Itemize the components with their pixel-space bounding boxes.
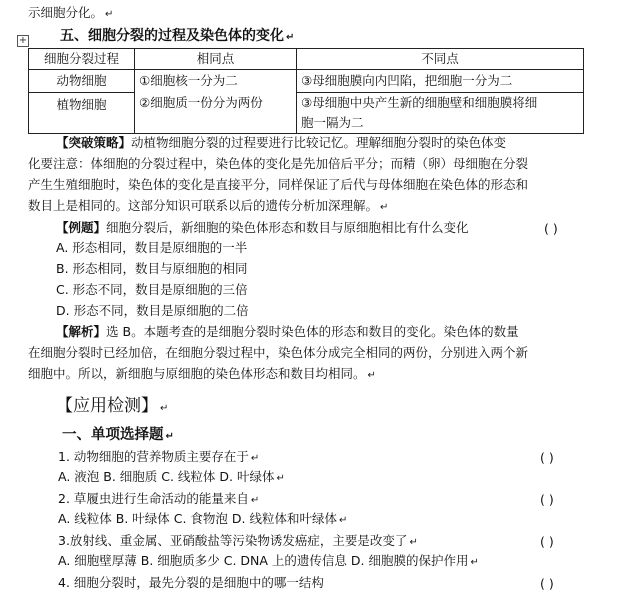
options-line: A. 液泡 B. 细胞质 C. 线粒体 D. 叶绿体 ↵ — [58, 469, 285, 484]
table-header: 细胞分裂过程 — [29, 49, 135, 70]
analysis-paragraph: 【解析】选 B。本题考查的是细胞分裂时染色体的形态和数目的变化。染色体的数量 — [56, 324, 519, 339]
table-header: 相同点 — [135, 49, 297, 70]
continued-text: 示细胞分化。 ↵ — [28, 5, 114, 20]
table-cell-same — [135, 70, 297, 134]
strategy-paragraph: 数目上是相同的。这部分知识可联系以后的遗传分析加深理解。 ↵ — [28, 198, 389, 213]
section-title: 五、细胞分裂的过程及染色体的变化 ↵ — [60, 28, 295, 44]
question: 2. 草履虫进行生命活动的能量来自 ↵ — [58, 491, 260, 506]
example-question: 【例题】细胞分裂后，新细胞的染色体形态和数目与原细胞相比有什么变化 — [56, 220, 469, 235]
options-line: A. 线粒体 B. 叶绿体 C. 食物泡 D. 线粒体和叶绿体 ↵ — [58, 511, 348, 526]
same-point-2: ②细胞质一份分为两份 — [139, 95, 263, 110]
table-move-handle-icon[interactable]: + — [18, 35, 28, 46]
question: 3.放射线、重金属、亚硝酸盐等污染物诱发癌症，主要是改变了 ↵ — [58, 533, 418, 548]
comparison-table — [28, 48, 584, 134]
table-row — [29, 70, 584, 93]
answer-paren: ( ) — [540, 576, 554, 591]
apply-title: 【应用检测】 ↵ — [56, 396, 169, 416]
strategy-paragraph: 产生生殖细胞时，染色体的变化是直接平分，同样保证了后代与母体细胞在染色体的形态和 — [28, 177, 529, 192]
diff-line: 胞一隔为二 — [301, 115, 364, 130]
options-line: A. 细胞壁厚薄 B. 细胞质多少 C. DNA 上的遗传信息 D. 细胞膜的保护作用 ↵ — [58, 553, 479, 568]
option: D. 形态不同，数目是原细胞的二倍 — [56, 303, 249, 318]
option: A. 形态相同，数目是原细胞的一半 — [56, 240, 248, 255]
option: C. 形态不同，数目是原细胞的三倍 — [56, 282, 248, 297]
analysis-paragraph: 细胞中。所以，新细胞与原细胞的染色体形态和数目均相同。 ↵ — [28, 366, 376, 381]
question: 4. 细胞分裂时，最先分裂的是细胞中的哪一结构 — [58, 575, 324, 590]
answer-paren: ( ) — [540, 492, 554, 507]
single-choice-title: 一、单项选择题 ↵ — [62, 427, 174, 443]
question: 1. 动物细胞的营养物质主要存在于 ↵ — [58, 449, 260, 464]
answer-paren: ( ) — [540, 450, 554, 465]
strategy-paragraph: 化要注意：体细胞的分裂过程中，染色体的变化是先加倍后平分；而精（卵）母细胞在分裂 — [28, 156, 529, 171]
analysis-paragraph: 在细胞分裂时已经加倍，在细胞分裂过程中，染色体分成完全相同的两份，分别进入两个新 — [28, 345, 529, 360]
strategy-paragraph: 【突破策略】动植物细胞分裂的过程要进行比较记忆。理解细胞分裂时的染色体变 — [56, 135, 507, 150]
table-header: 不同点 — [297, 49, 584, 70]
table-cell: ③母细胞膜向内凹陷，把细胞一分为二 — [297, 70, 584, 93]
answer-paren: ( ) — [544, 221, 558, 236]
option: B. 形态相同，数目与原细胞的相同 — [56, 261, 248, 276]
table-header-row — [29, 49, 584, 70]
table-cell: 动物细胞 — [29, 70, 135, 93]
table-cell: 植物细胞 — [29, 93, 135, 134]
table-row — [29, 93, 584, 134]
same-point-1: ①细胞核一分为二 — [139, 73, 238, 88]
table-cell — [297, 93, 584, 134]
answer-paren: ( ) — [540, 534, 554, 549]
diff-line: ③母细胞中央产生新的细胞壁和细胞膜将细 — [301, 95, 538, 110]
